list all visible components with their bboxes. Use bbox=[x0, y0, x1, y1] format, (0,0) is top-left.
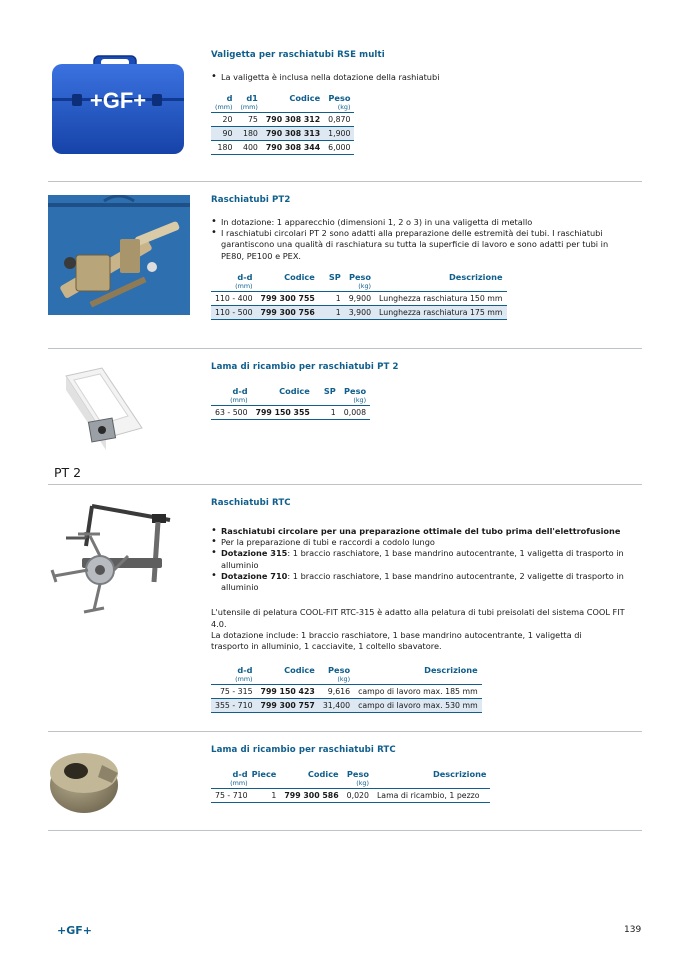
cell: 75 - 710 bbox=[211, 789, 252, 803]
section-content bbox=[211, 195, 641, 320]
cell: 1 bbox=[252, 789, 281, 803]
table-row bbox=[211, 113, 354, 127]
unit-cell bbox=[257, 282, 319, 292]
unit-cell: (mm) bbox=[236, 103, 261, 113]
bullet-item: • I raschiatubi circolari PT 2 sono adatti alla preparazione delle estremità dei tubi. I raschiatubi garantiscono una qualità di raschiatura su tutta la superficie di lavoro e sono adatti per tubi in PE80, PE100 e PEX. bbox=[211, 228, 611, 262]
col-header: d-d bbox=[237, 271, 253, 282]
col-header: Piece bbox=[251, 769, 277, 779]
col-header: Peso bbox=[348, 271, 372, 282]
table-row bbox=[211, 305, 507, 319]
page-number: 139 bbox=[624, 925, 642, 935]
col-header: SP bbox=[328, 271, 341, 282]
product-table bbox=[211, 665, 482, 713]
description-paragraph: La dotazione include: 1 braccio raschiatore, 1 base mandrino autocentrante, 1 valigetta di trasporto in alluminio, 1 cacciavite, 1 coltello sbavatore. bbox=[211, 630, 582, 652]
description-paragraph: L'utensile di pelatura COOL-FIT RTC-315 è adatto alla pelatura di tubi preisolati del sistema COOL FIT 4.0. bbox=[211, 607, 625, 629]
cell: 180 bbox=[236, 127, 261, 141]
col-header: Peso bbox=[346, 769, 369, 779]
unit-cell: (kg) bbox=[345, 282, 375, 292]
section-rse-case bbox=[48, 50, 642, 175]
cell: 1 bbox=[319, 305, 345, 319]
cell: 9,900 bbox=[345, 291, 375, 305]
unit-cell bbox=[319, 282, 345, 292]
section-content bbox=[211, 362, 641, 420]
bullet-list bbox=[211, 217, 611, 262]
pt2-blade-image bbox=[56, 366, 146, 470]
bullet-list bbox=[211, 526, 636, 593]
cell: 6,000 bbox=[324, 141, 354, 155]
cell-code: 799 150 355 bbox=[252, 406, 314, 420]
cell: 63 - 500 bbox=[211, 406, 252, 420]
bullet-item: • La valigetta è inclusa nella dotazione della rashiatubi bbox=[211, 72, 641, 83]
section-title: Raschiatubi PT2 bbox=[211, 195, 291, 205]
col-header: d1 bbox=[246, 93, 258, 104]
table-row bbox=[211, 127, 354, 141]
cell-description: Lunghezza raschiatura 150 mm bbox=[375, 291, 506, 305]
unit-cell bbox=[262, 103, 324, 113]
cell: 0,020 bbox=[343, 789, 373, 803]
bullet-item bbox=[211, 571, 636, 593]
cell: 110 - 400 bbox=[211, 291, 257, 305]
section-title: Lama di ricambio per raschiatubi PT 2 bbox=[211, 362, 399, 372]
cell-code: 799 300 756 bbox=[257, 305, 319, 319]
unit-cell bbox=[373, 779, 491, 789]
section-title: Lama di ricambio per raschiatubi RTC bbox=[211, 745, 396, 755]
col-header: d-d bbox=[232, 769, 248, 779]
section-pt2-blade bbox=[48, 362, 642, 480]
pt2-scraper-image bbox=[48, 195, 190, 319]
section-content bbox=[211, 498, 641, 713]
section-rtc-blade bbox=[48, 745, 642, 825]
section-content bbox=[211, 745, 641, 803]
bullet-item bbox=[211, 526, 636, 537]
section-pt2 bbox=[48, 195, 642, 340]
col-header: Peso bbox=[328, 93, 351, 104]
rtc-scraper-image bbox=[48, 498, 178, 622]
unit-cell bbox=[314, 396, 340, 406]
col-header: SP bbox=[323, 386, 336, 396]
col-header: Codice bbox=[289, 93, 321, 104]
section-divider bbox=[48, 731, 642, 732]
cell: 31,400 bbox=[319, 698, 354, 712]
bullet-text: Per la preparazione di tubi e raccordi a codolo lungo bbox=[221, 537, 435, 548]
cell: 90 bbox=[211, 127, 236, 141]
product-table bbox=[211, 386, 370, 420]
cell-code: 799 300 757 bbox=[257, 698, 319, 712]
cell: 0,870 bbox=[324, 113, 354, 127]
cell: 20 bbox=[211, 113, 236, 127]
col-header: Peso bbox=[328, 664, 351, 675]
unit-cell: (mm) bbox=[211, 396, 252, 406]
section-title: Raschiatubi RTC bbox=[211, 498, 291, 508]
table-row bbox=[211, 789, 490, 803]
section-rtc bbox=[48, 498, 642, 723]
cell-code: 799 300 755 bbox=[257, 291, 319, 305]
col-header: Descrizione bbox=[449, 271, 503, 282]
col-header: Codice bbox=[284, 664, 315, 675]
bullet-list bbox=[211, 72, 641, 83]
unit-cell: (kg) bbox=[319, 675, 354, 685]
unit-cell: (kg) bbox=[340, 396, 370, 406]
col-header: d-d bbox=[232, 386, 248, 396]
case-logo: +GF+ bbox=[89, 88, 147, 113]
section-title: Valigetta per raschiatubi RSE multi bbox=[211, 50, 385, 60]
cell-description: campo di lavoro max. 530 mm bbox=[354, 698, 482, 712]
bullet-text: : 1 braccio raschiatore, 1 base mandrino autocentrante, 1 valigetta di trasporto in alluminio bbox=[221, 548, 624, 570]
cell-description: Lunghezza raschiatura 175 mm bbox=[375, 305, 506, 319]
col-header: d bbox=[226, 93, 233, 104]
unit-cell bbox=[354, 675, 482, 685]
cell: 3,900 bbox=[345, 305, 375, 319]
cell-code: 790 308 312 bbox=[262, 113, 324, 127]
cell: 1,900 bbox=[324, 127, 354, 141]
bullet-item bbox=[211, 537, 636, 548]
cell: 180 bbox=[211, 141, 236, 155]
footer-logo: +GF+ bbox=[57, 924, 92, 937]
section-content bbox=[211, 50, 641, 155]
col-header: Peso bbox=[344, 386, 367, 396]
cell-code: 799 150 423 bbox=[257, 684, 319, 698]
unit-cell bbox=[280, 779, 342, 789]
unit-cell: (mm) bbox=[211, 779, 252, 789]
table-row bbox=[211, 141, 354, 155]
bullet-item: • In dotazione: 1 apparecchio (dimensioni 1, 2 o 3) in una valigetta di metallo bbox=[211, 217, 611, 228]
unit-cell bbox=[257, 675, 319, 685]
unit-cell: (mm) bbox=[211, 675, 257, 685]
cell: 110 - 500 bbox=[211, 305, 257, 319]
bullet-bold: Raschiatubi circolare per una preparazione ottimale del tubo prima dell'elettrofusione bbox=[221, 526, 621, 536]
unit-cell: (kg) bbox=[324, 103, 354, 113]
col-header: Descrizione bbox=[432, 769, 487, 779]
cell: 75 bbox=[236, 113, 261, 127]
product-table bbox=[211, 272, 507, 320]
pt2-image-label: PT 2 bbox=[54, 465, 82, 480]
table-row bbox=[211, 291, 507, 305]
cell-description: Lama di ricambio, 1 pezzo bbox=[373, 789, 491, 803]
col-header: Codice bbox=[279, 386, 310, 396]
col-header: d-d bbox=[237, 664, 253, 675]
section-divider bbox=[48, 181, 642, 182]
blue-case-image bbox=[48, 54, 188, 162]
table-row bbox=[211, 684, 482, 698]
cell: 1 bbox=[314, 406, 340, 420]
col-header: Descrizione bbox=[424, 664, 478, 675]
section-divider bbox=[48, 348, 642, 349]
cell-description: campo di lavoro max. 185 mm bbox=[354, 684, 482, 698]
bullet-bold: Dotazione 710 bbox=[221, 570, 288, 581]
product-table bbox=[211, 769, 490, 803]
cell: 0,008 bbox=[340, 406, 370, 420]
unit-cell: (mm) bbox=[211, 282, 257, 292]
unit-cell: (mm) bbox=[211, 103, 236, 113]
section-divider bbox=[48, 484, 642, 485]
cell: 1 bbox=[319, 291, 345, 305]
cell-code: 799 300 586 bbox=[280, 789, 342, 803]
product-table bbox=[211, 93, 354, 155]
bullet-bold: Dotazione 315 bbox=[221, 548, 288, 559]
cell-code: 790 308 313 bbox=[262, 127, 324, 141]
rtc-blade-image bbox=[48, 745, 122, 821]
bullet-text: : 1 braccio raschiatore, 1 base mandrino autocentrante, 2 valigette di trasporto in alluminio bbox=[221, 570, 624, 593]
cell-code: 790 308 344 bbox=[262, 141, 324, 155]
unit-cell bbox=[375, 282, 506, 292]
col-header: Codice bbox=[307, 769, 339, 779]
section-divider bbox=[48, 830, 642, 831]
cell: 355 - 710 bbox=[211, 698, 257, 712]
unit-cell bbox=[252, 396, 314, 406]
table-row bbox=[211, 406, 370, 420]
cell: 400 bbox=[236, 141, 261, 155]
cell: 9,616 bbox=[319, 684, 354, 698]
cell: 75 - 315 bbox=[211, 684, 257, 698]
col-header: Codice bbox=[284, 271, 315, 282]
bullet-item bbox=[211, 548, 636, 570]
unit-cell bbox=[252, 779, 281, 789]
unit-cell: (kg) bbox=[343, 779, 373, 789]
table-row bbox=[211, 698, 482, 712]
